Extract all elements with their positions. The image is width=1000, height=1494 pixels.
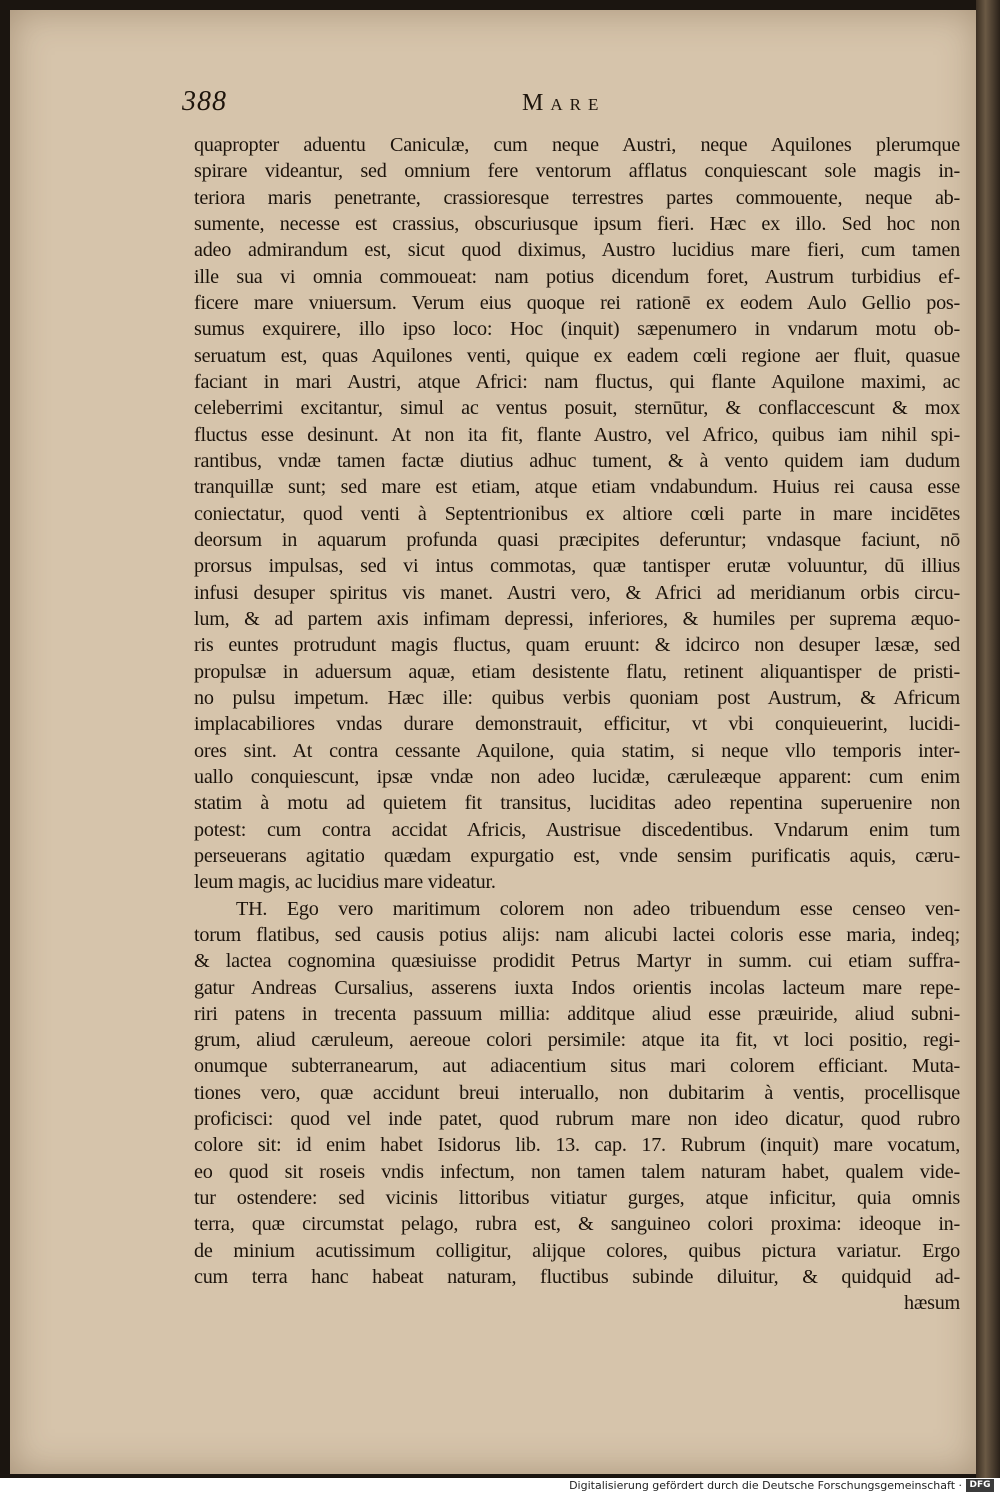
text-line: onumque subterranearum, aut adiacentium situs mari colorem efficiant. Muta-	[194, 1055, 960, 1078]
text-line: ficere mare vniuersum. Verum eius quoque rei rationē ex eodem Aulo Gellio pos-	[194, 291, 960, 314]
text-line: perseuerans agitatio quædam expurgatio est, vnde sensim purificatis aquis, cæru-	[194, 844, 960, 867]
book-page	[10, 10, 978, 1474]
text-line: leum magis, ac lucidius mare videatur.	[194, 871, 496, 894]
text-line: ille sua vi omnia commoueat: nam potius dicendum foret, Austrum turbidius ef-	[194, 265, 960, 288]
text-line: colore sit: id enim habet Isidorus lib. 13. cap. 17. Rubrum (inquit) mare vocatum,	[194, 1134, 960, 1157]
text-line: tranquillæ sunt; sed mare est etiam, atque etiam vndabundum. Huius rei causa esse	[194, 476, 960, 499]
running-head-title: Mare	[522, 90, 606, 116]
text-line: implacabiliores vndas durare demonstrauit, efficitur, vt vbi conquieuerint, lucidi-	[194, 713, 960, 736]
text-line: ris euntes protrudunt magis fluctus, quam eruunt: & idcirco non desuper læsæ, sed	[194, 634, 960, 657]
digitization-footer	[0, 1478, 1000, 1494]
text-line: gatur Andreas Cursalius, asserens iuxta Indos orientis incolas lacteum mare repe-	[194, 976, 960, 999]
text-line: lum, & ad partem axis infimam depressi, inferiores, & humiles per suprema æquo-	[194, 607, 960, 630]
text-line: infusi desuper spiritus vis manet. Austri vero, & Africi ad meridianum orbis circu-	[194, 581, 960, 604]
text-line: eo quod sit roseis vndis infectum, non tamen talem naturam habet, qualem vide-	[194, 1160, 960, 1183]
text-line: celeberrimi excitantur, simul ac ventus posuit, sternūtur, & conflaccescunt & mox	[194, 397, 960, 420]
text-line: fluctus esse desinunt. At non ita fit, flante Austro, vel Africo, quibus iam nihil spi-	[194, 423, 960, 446]
paragraph-start-line: TH. Ego vero maritimum colorem non adeo tribuendum esse censeo ven-	[236, 897, 960, 920]
text-line: sumus exquirere, illo ipso loco: Hoc (inquit) sæpenumero in vndarum motu ob-	[194, 318, 960, 341]
text-line: statim à motu ad quietem fit transitus, luciditas adeo repentina superuenire non	[194, 792, 960, 815]
funding-notice: Digitalisierung gefördert durch die Deutsche Forschungsgemeinschaft ·	[569, 1479, 962, 1492]
text-line: grum, aliud cæruleum, aereoue colori persimile: atque ita fit, vt loci positio, regi-	[194, 1029, 960, 1052]
catchword: hæsum	[904, 1292, 960, 1315]
text-line: teriora maris penetrante, crassioresque terrestres partes commouente, neque ab-	[194, 186, 960, 209]
dfg-logo: DFG	[966, 1479, 994, 1492]
text-line: uallo conquiescunt, ipsæ vndæ non adeo lucidæ, cæruleæque apparent: cum enim	[194, 765, 960, 788]
text-line: riri patens in trecenta passuum millia: additque aliud esse præuiride, aliud subni-	[194, 1002, 960, 1025]
text-line: spirare videantur, sed omnium fere ventorum afflatus conquiescant sole magis in-	[194, 160, 960, 183]
text-line: tur ostendere: sed vicinis littoribus vitiatur gurges, atque inficitur, quia omnis	[194, 1187, 960, 1210]
text-line: rantibus, vndæ tamen factæ diutius adhuc tument, & à vento quidem iam dudum	[194, 449, 960, 472]
page-edge-shadow	[976, 0, 1000, 1478]
text-line: proficisci: quod vel inde patet, quod rubrum mare non ideo dicatur, quod rubro	[194, 1108, 960, 1131]
text-line: ores sint. At contra cessante Aquilone, quia statim, si neque vllo temporis inter-	[194, 739, 960, 762]
text-line: tiones vero, quæ accidunt breui interuallo, non dubitarim à ventis, procellisque	[194, 1081, 960, 1104]
text-line: coniectatur, quod venti à Septentrionibus ex altiore cœli parte in mare incidētes	[194, 502, 960, 525]
text-line: terra, quæ circumstat pelago, rubra est, & sanguineo colori proxima: ideoque in-	[194, 1213, 960, 1236]
text-line: sumente, necesse est crassius, obscuriusque ipsum fieri. Hæc ex illo. Sed hoc non	[194, 212, 960, 235]
text-line: no pulsu impetum. Hæc ille: quibus verbis quoniam post Austrum, & Africum	[194, 686, 960, 709]
page-number: 388	[182, 86, 227, 117]
text-line: propulsæ in aduersum aquæ, etiam desistente flatu, retinent aliquantisper de pristi-	[194, 660, 960, 683]
text-line: quapropter aduentu Caniculæ, cum neque Austri, neque Aquilones plerumque	[194, 134, 960, 156]
text-line: prorsus impulsas, sed vi intus commotas, quæ tantisper erutæ voluuntur, dū illius	[194, 555, 960, 578]
text-line: & lactea cognomina quæsiuisse prodidit Petrus Martyr in summ. cui etiam suffra-	[194, 950, 960, 973]
text-line: deorsum in aquarum profunda quasi præcipites deferuntur; vndasque faciunt, nō	[194, 528, 960, 551]
text-line: de minium acutissimum colligitur, alijque colores, quibus pictura variatur. Ergo	[194, 1239, 960, 1262]
running-head	[10, 86, 978, 122]
text-line: potest: cum contra accidat Africis, Austrisue discedentibus. Vndarum enim tum	[194, 818, 960, 841]
text-line: adeo admirandum est, sicut quod diximus, Austro lucidius mare fieri, cum tamen	[194, 239, 960, 262]
text-line: faciant in mari Austri, atque Africi: nam fluctus, qui flante Aquilone maximi, ac	[194, 370, 960, 393]
body-text	[194, 132, 960, 1317]
text-line: seruatum est, quas Aquilones venti, quique ex eadem cœli regione aer fluit, quasue	[194, 344, 960, 367]
text-line: cum terra hanc habeat naturam, fluctibus subinde diluitur, & quidquid ad-	[194, 1266, 960, 1289]
text-line: torum flatibus, sed causis potius alijs: nam alicubi lactei coloris esse maria, indeq;	[194, 923, 960, 946]
